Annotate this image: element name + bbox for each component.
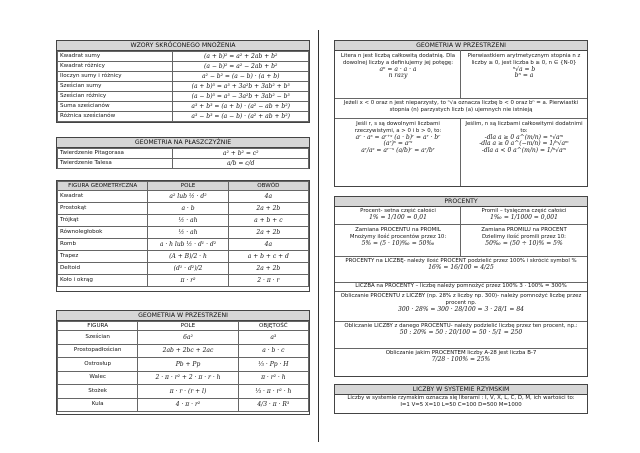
table-row	[58, 331, 309, 345]
perimeter-cell: 4a	[228, 239, 308, 251]
short-multiplication-section	[56, 40, 310, 123]
table-row	[58, 251, 309, 263]
percent-to-number: PROCENTY na LICZBĘ- należy ilość PROCENT podzielić przez 100% i skrócić symbol % 16% = 16/100 = 4/25	[345, 258, 577, 271]
table-row	[58, 82, 309, 92]
volume-cell: π · r² · h	[238, 371, 308, 385]
solid-name: Stożek	[58, 385, 138, 399]
formula-cell: (a − b)² = a² − 2ab + b²	[173, 62, 309, 72]
roman-numerals-section	[334, 384, 588, 414]
section-title: WZORY SKRÓCONEGO MNOŻENIA	[57, 41, 309, 51]
area-cell: a · h lub ½ · d¹ · d²	[148, 239, 228, 251]
theorem-name: Twierdzenie Pitagorasa	[58, 149, 173, 159]
formula-name: Różnica sześcianów	[58, 112, 173, 122]
plane-geometry-section	[56, 137, 310, 169]
solid-name: Ostrosłup	[58, 358, 138, 372]
root-definition: Pierwiastkiem arytmetycznym stopnia n z liczby ≥ 0, jest liczba b ≥ 0, n ∈ {N-0} ⁿ√a = b bⁿ = a	[467, 53, 581, 80]
formula-cell: (a + b)² = a² + 2ab + b²	[173, 52, 309, 62]
table-row	[58, 149, 309, 159]
area-cell: Pb + Pp	[138, 358, 238, 372]
volume-cell: a³	[238, 331, 308, 345]
perimeter-cell: 2a + 2b	[228, 227, 308, 239]
section-title: GEOMETRIA W PRZESTRZENI	[57, 311, 309, 321]
section-title: GEOMETRIA NA PŁASZCZYŹNIE	[57, 138, 309, 148]
header-area: POLE	[148, 182, 228, 191]
formula-cell: a³ + b³ = (a + b) · (a² − ab + b²)	[173, 102, 309, 112]
area-cell: (d¹ · d²)/2	[148, 263, 228, 275]
section-title: LICZBY W SYSTEMIE RZYMSKIM	[335, 385, 587, 395]
perimeter-cell: 2a + 2b	[228, 263, 308, 275]
table-row	[58, 358, 309, 372]
header-volume: OBJĘTOŚĆ	[238, 322, 308, 331]
perimeter-cell: 2a + 2b	[228, 203, 308, 215]
percent-section	[334, 196, 588, 377]
formula-cell: a³ − b³ = (a − b) · (a² + ab + b²)	[173, 112, 309, 122]
area-cell: 6a²	[138, 331, 238, 345]
negative-root-note: Jeżeli x < 0 oraz n jest nieparzysty, to ⁿ√a oznacza liczbę b < 0 oraz bⁿ = a. Pierwiastki stopnia (n) parzystych liczb (a) ujemnych nie istnieją	[343, 100, 579, 113]
section-title: PROCENTY	[335, 197, 587, 207]
solid-name: Sześcian	[58, 331, 138, 345]
perimeter-cell: a + b + c + d	[228, 251, 308, 263]
table-row	[58, 52, 309, 62]
perimeter-cell: 2 · π · r	[228, 275, 308, 287]
table-row	[58, 215, 309, 227]
volume-cell: ⅓ · π · r² · h	[238, 385, 308, 399]
table-row	[58, 263, 309, 275]
solid-name: Kula	[58, 398, 138, 412]
short-multiplication-table	[57, 51, 309, 122]
table-row	[58, 371, 309, 385]
what-percent: Obliczanie jakim PROCENTEM liczby A-28 jest liczba B-7 7/28 · 100% = 25%	[385, 350, 537, 363]
header-figure: FIGURA	[58, 322, 138, 331]
formula-name: Kwadrat różnicy	[58, 62, 173, 72]
figures-section	[56, 180, 310, 292]
perimeter-cell: 4a	[228, 191, 308, 203]
table-row	[58, 191, 309, 203]
formula-cell: a² + b² = c²	[173, 149, 309, 159]
table-row	[58, 227, 309, 239]
figure-name: Koło i okrąg	[58, 275, 148, 287]
table-row	[58, 275, 309, 287]
area-cell: 2ab + 2bc + 2ac	[138, 344, 238, 358]
formula-name: Kwadrat sumy	[58, 52, 173, 62]
formula-name: Suma sześcianów	[58, 102, 173, 112]
table-row	[58, 62, 309, 72]
solid-name: Walec	[58, 371, 138, 385]
perimeter-cell: a + b + c	[228, 215, 308, 227]
area-cell: 4 · π · r²	[138, 398, 238, 412]
formula-name: Sześcian sumy	[58, 82, 173, 92]
formula-cell: (a + b)³ = a³ + 3a²b + 3ab² + b³	[173, 82, 309, 92]
figure-name: Równoległobok	[58, 227, 148, 239]
area-cell: a² lub ½ · d²	[148, 191, 228, 203]
solids-table	[57, 321, 309, 412]
figure-name: Romb	[58, 239, 148, 251]
table-row	[58, 385, 309, 399]
number-to-percent: LICZBA na PROCENTY – liczbę należy pomnożyć przez 100% 3 · 100% = 300%	[355, 283, 567, 289]
permille-definition: Promil – tysięczna część całości 1‰ = 1/1000 = 0,001	[481, 208, 567, 221]
area-cell: π · r²	[148, 275, 228, 287]
column-divider	[318, 30, 319, 442]
area-cell: a · b	[148, 203, 228, 215]
plane-geometry-table	[57, 148, 309, 169]
table-row	[58, 203, 309, 215]
table-row	[58, 239, 309, 251]
table-row	[58, 344, 309, 358]
roman-numerals-text: Liczby w systemie rzymskim oznacza się literami : I, V, X, L, C, D, M, ich wartości to:	[347, 395, 575, 401]
table-row	[58, 112, 309, 122]
table-row	[58, 159, 309, 169]
figure-name: Trapez	[58, 251, 148, 263]
area-cell: (A + B)/2 · h	[148, 251, 228, 263]
permille-to-percent: Zamiana PROMILU na PROCENT Dzielimy ilość promili przez 10: 50‰ = (50 ÷ 10)% = 5%	[481, 227, 567, 247]
theorem-name: Twierdzenie Talesa	[58, 159, 173, 169]
powers-definition: Litera n jest liczbą całkowitą dodatnią. Dla dowolnej liczby a definiujemy jej potęgę: aⁿ = a · a · a n razy	[340, 53, 456, 80]
table-row	[58, 398, 309, 412]
table-row	[58, 92, 309, 102]
figure-name: Deltoid	[58, 263, 148, 275]
solid-name: Prostopadłościan	[58, 344, 138, 358]
figure-name: Trójkąt	[58, 215, 148, 227]
figure-name: Prostokąt	[58, 203, 148, 215]
figures-table	[57, 181, 309, 287]
header-area: POLE	[138, 322, 238, 331]
powers-section	[334, 40, 588, 187]
table-row	[58, 102, 309, 112]
solids-section	[56, 310, 310, 415]
formula-cell: a² − b² = (a − b) · (a + b)	[173, 72, 309, 82]
section-title: GEOMETRIA W PRZESTRZENI	[335, 41, 587, 51]
volume-cell: ⅓ · Pp · H	[238, 358, 308, 372]
power-rules-fraction: Jeślim, n są liczbami całkowitymi dodatnimi to: -dla a ≥ 0 a^(m/n) = ⁿ√aᵐ -dla a ≥ 0 a^(−m/n) = 1/ⁿ√aᵐ -dla a < 0 a^(m/n) = 1/ⁿ√aᵐ	[465, 121, 583, 155]
formula-name: Sześcian różnicy	[58, 92, 173, 102]
roman-numerals-values: I=1 V=5 X=10 L=50 C=100 D=500 M=1000	[400, 402, 522, 408]
area-cell: ½ · ah	[148, 227, 228, 239]
power-rules-real: Jeśli r, s są dowolnymi liczbami rzeczywistymi, a > 0 i b > 0, to: aʳ · aˢ = aʳ⁺ˢ (a · b)ʳ = aʳ · bʳ (aʳ)ˢ = aʳˢ aʳ/aˢ = aʳ⁻ˢ (a/b)ʳ = aʳ/bʳ	[354, 121, 442, 155]
volume-cell: 4/3 · π · R³	[238, 398, 308, 412]
area-cell: ½ · ah	[148, 215, 228, 227]
table-row	[58, 72, 309, 82]
percent-to-permille: Zamiana PROCENTU na PROMIL Mnożymy ilość procentów przez 10: 5% = (5 · 10)‰ = 50‰	[349, 227, 447, 247]
area-cell: π · r · (r + l)	[138, 385, 238, 399]
header-perimeter: OBWÓD	[228, 182, 308, 191]
number-from-percent: Obliczanie LICZBY z danego PROCENTU- należy podzielić liczbę przez ten procent, np.: 50 : 20% = 50 : 20/100 = 50 · 5/1 = 250	[344, 323, 578, 336]
percent-definition: Procent- setna część całości 1% = 1/100 = 0,01	[360, 208, 436, 221]
percent-of-number: Obliczanie PROCENTU z LICZBY (np. 28% z liczby np. 300)- należy pomnożyć liczbę przez procent np. 300 · 28% = 300 · 28/100 = 3 · 28/1 = 84	[340, 293, 582, 313]
volume-cell: a · b · c	[238, 344, 308, 358]
header-figure: FIGURA GEOMETRYCZNA	[58, 182, 148, 191]
formula-name: Iloczyn sumy i różnicy	[58, 72, 173, 82]
formula-cell: a/b = c/d	[173, 159, 309, 169]
figure-name: Kwadrat	[58, 191, 148, 203]
area-cell: 2 · π · r² + 2 · π · r · h	[138, 371, 238, 385]
formula-cell: (a − b)³ = a³ − 3a²b + 3ab² − b³	[173, 92, 309, 102]
